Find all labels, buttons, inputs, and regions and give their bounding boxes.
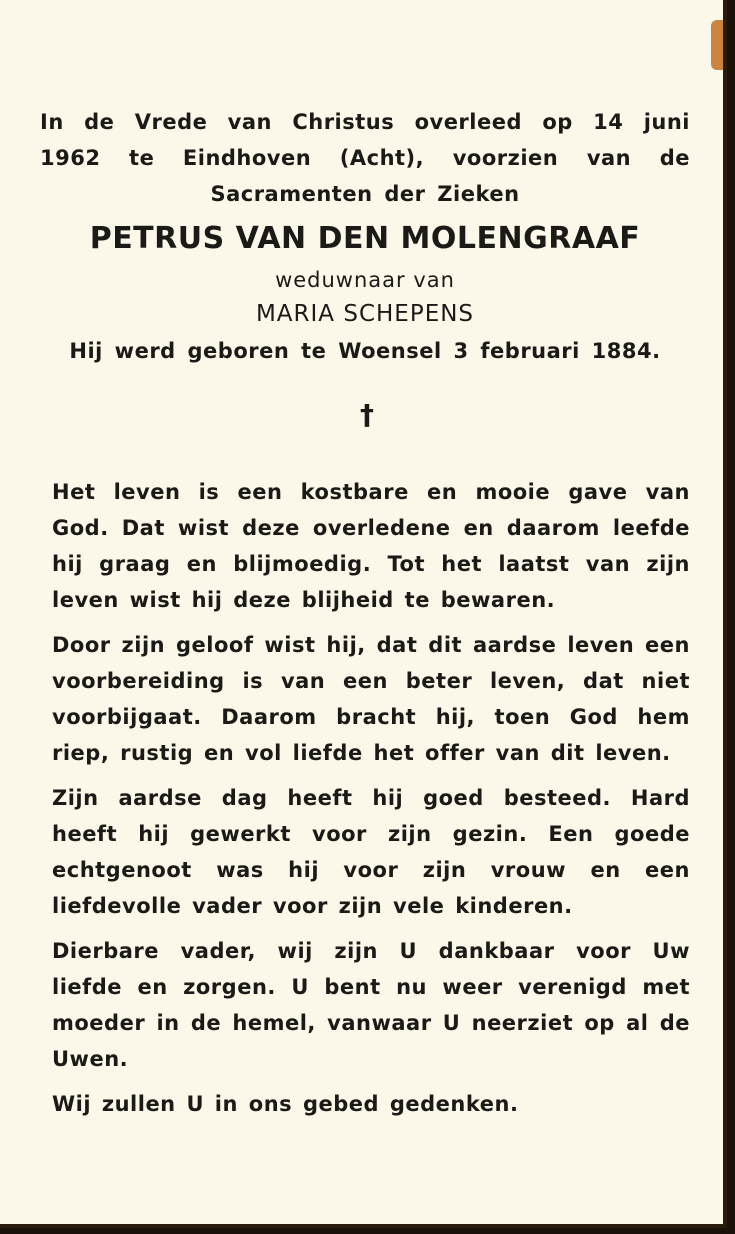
- birth-statement: Hij werd geboren te Woensel 3 februari 1884.: [69, 339, 661, 363]
- paragraph-work-family: Zijn aardse dag heeft hij goed besteed. Hard heeft hij gewerkt voor zijn gezin. Een goede echtgenoot was hij voor zijn vrouw en een liefdevolle vader voor zijn vele kinderen.: [52, 786, 690, 918]
- paragraph-gift-of-life: Het leven is een kostbare en mooie gave van God. Dat wist deze overledene en daarom leefde hij graag en blijmoedig. Tot het laatst van zijn leven wist hij deze blijheid te bewaren.: [52, 480, 690, 612]
- death-announcement: In de Vrede van Christus overleed op 14 juni 1962 te Eindhoven (Acht), voorzien van de Sacramenten der Zieken: [40, 110, 690, 206]
- paragraph-faith: Door zijn geloof wist hij, dat dit aardse leven een voorbereiding is van een beter leven, dat niet voorbijgaat. Daarom bracht hij, toen God hem riep, rustig en vol liefde het offer van dit leven.: [52, 633, 690, 765]
- deceased-name: PETRUS VAN DEN MOLENGRAAF: [89, 221, 641, 256]
- paragraph-prayer: Wij zullen U in ons gebed gedenken.: [52, 1092, 519, 1116]
- paper-edge-stain: [711, 20, 723, 70]
- paragraph-gratitude: Dierbare vader, wij zijn U dankbaar voor Uw liefde en zorgen. U bent nu weer verenigd met moeder in de hemel, vanwaar U neerziet op al de Uwen.: [52, 939, 690, 1071]
- announcement-header: [40, 104, 690, 368]
- widower-label: weduwnaar van: [275, 268, 455, 292]
- cross-icon: †: [360, 398, 374, 431]
- spouse-name: MARIA SCHEPENS: [255, 301, 475, 327]
- memorial-text: [52, 474, 690, 1131]
